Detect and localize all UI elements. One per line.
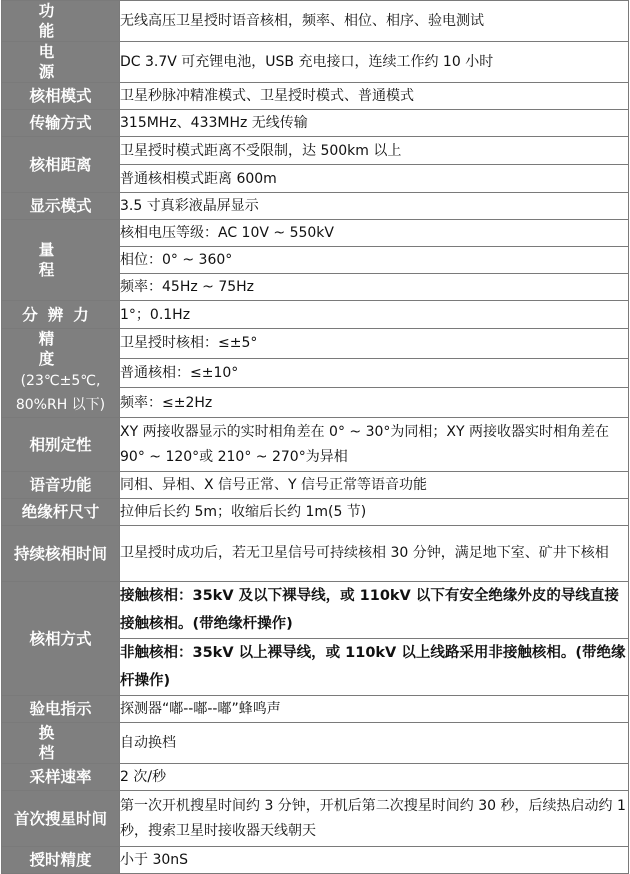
- row-value: 卫星授时成功后，若无卫星信号可持续核相 30 分钟，满足地下室、矿井下核相: [120, 526, 629, 582]
- table-row: [2, 1, 629, 42]
- row-value: 卫星授时核相：≤±5°: [120, 329, 629, 359]
- row-label-power: 电 源: [2, 42, 120, 83]
- row-label-phase-identification: 相别定性: [2, 418, 120, 472]
- row-value: 普通核相：≤±10°: [120, 358, 629, 388]
- table-row: [2, 329, 629, 359]
- table-row: [2, 220, 629, 247]
- table-row: [2, 472, 629, 499]
- row-value: 非触核相：35kV 以上裸导线，或 110kV 以上线路采用非接触核相。(带绝缘杆操作): [120, 639, 629, 696]
- accuracy-condition-1: (23℃±5℃,: [20, 373, 101, 389]
- row-value: 频率：45Hz ~ 75Hz: [120, 274, 629, 301]
- row-label-resolution: 分辨力: [2, 301, 120, 329]
- spec-table: [1, 0, 629, 874]
- row-value: 2 次/秒: [120, 764, 629, 791]
- table-row: [2, 582, 629, 639]
- row-value: 核相电压等级：AC 10V ~ 550kV: [120, 220, 629, 247]
- row-value: 315MHz、433MHz 无线传输: [120, 110, 629, 137]
- table-row: [2, 499, 629, 526]
- row-value: 无线高压卫星授时语音核相，频率、相位、相序、验电测试: [120, 1, 629, 42]
- row-label-voltage-indication: 验电指示: [2, 696, 120, 723]
- table-row: [2, 696, 629, 723]
- row-label-distance: 核相距离: [2, 137, 120, 193]
- row-label-function: 功 能: [2, 1, 120, 42]
- row-value: 探测器“嘟--嘟--嘟”蜂鸣声: [120, 696, 629, 723]
- table-row: [2, 791, 629, 847]
- row-value: 小于 30nS: [120, 847, 629, 874]
- row-value: 卫星授时模式距离不受限制，达 500km 以上: [120, 137, 629, 165]
- row-label-phase-mode: 核相模式: [2, 83, 120, 110]
- row-value: 拉伸后长约 5m；收缩后长约 1m(5 节): [120, 499, 629, 526]
- table-row: [2, 137, 629, 165]
- row-value: 1°；0.1Hz: [120, 301, 629, 329]
- row-value: 自动换档: [120, 723, 629, 764]
- row-value: 普通核相模式距离 600m: [120, 165, 629, 193]
- row-label-timing-accuracy: 授时精度: [2, 847, 120, 874]
- table-row: [2, 42, 629, 83]
- row-value: XY 两接收器显示的实时相角差在 0° ~ 30°为同相；XY 两接收器实时相角差在 90° ~ 120°或 210° ~ 270°为异相: [120, 418, 629, 472]
- row-value: 接触核相：35kV 及以下裸导线，或 110kV 以下有安全绝缘外皮的导线直接接触核相。(带绝缘杆操作): [120, 582, 629, 639]
- table-row: [2, 723, 629, 764]
- row-label-phase-method: 核相方式: [2, 582, 120, 696]
- row-label-range: 量 程: [2, 220, 120, 301]
- accuracy-title: 精 度: [38, 330, 83, 368]
- row-label-voice: 语音功能: [2, 472, 120, 499]
- accuracy-condition-2: 80%RH 以下): [15, 397, 106, 413]
- row-value: 卫星秒脉冲精准模式、卫星授时模式、普通模式: [120, 83, 629, 110]
- row-value: 3.5 寸真彩液晶屏显示: [120, 193, 629, 220]
- row-label-range-switch: 换 档: [2, 723, 120, 764]
- row-label-accuracy: [2, 329, 120, 418]
- row-value: 同相、异相、X 信号正常、Y 信号正常等语音功能: [120, 472, 629, 499]
- row-value: 相位：0° ~ 360°: [120, 247, 629, 274]
- table-row: [2, 847, 629, 874]
- table-row: [2, 418, 629, 472]
- row-label-transmission: 传输方式: [2, 110, 120, 137]
- table-row: [2, 193, 629, 220]
- row-value: DC 3.7V 可充锂电池，USB 充电接口，连续工作约 10 小时: [120, 42, 629, 83]
- table-row: [2, 110, 629, 137]
- row-label-display: 显示模式: [2, 193, 120, 220]
- table-row: [2, 83, 629, 110]
- row-label-pole-size: 绝缘杆尺寸: [2, 499, 120, 526]
- table-row: [2, 526, 629, 582]
- row-label-first-search: 首次搜星时间: [2, 791, 120, 847]
- row-label-duration: 持续核相时间: [2, 526, 120, 582]
- row-label-sampling-rate: 采样速率: [2, 764, 120, 791]
- row-value: 第一次开机搜星时间约 3 分钟，开机后第二次搜星时间约 30 秒，后续热启动约 1 秒，搜索卫星时接收器天线朝天: [120, 791, 629, 847]
- table-row: [2, 301, 629, 329]
- row-value: 频率：≤±2Hz: [120, 388, 629, 418]
- table-row: [2, 764, 629, 791]
